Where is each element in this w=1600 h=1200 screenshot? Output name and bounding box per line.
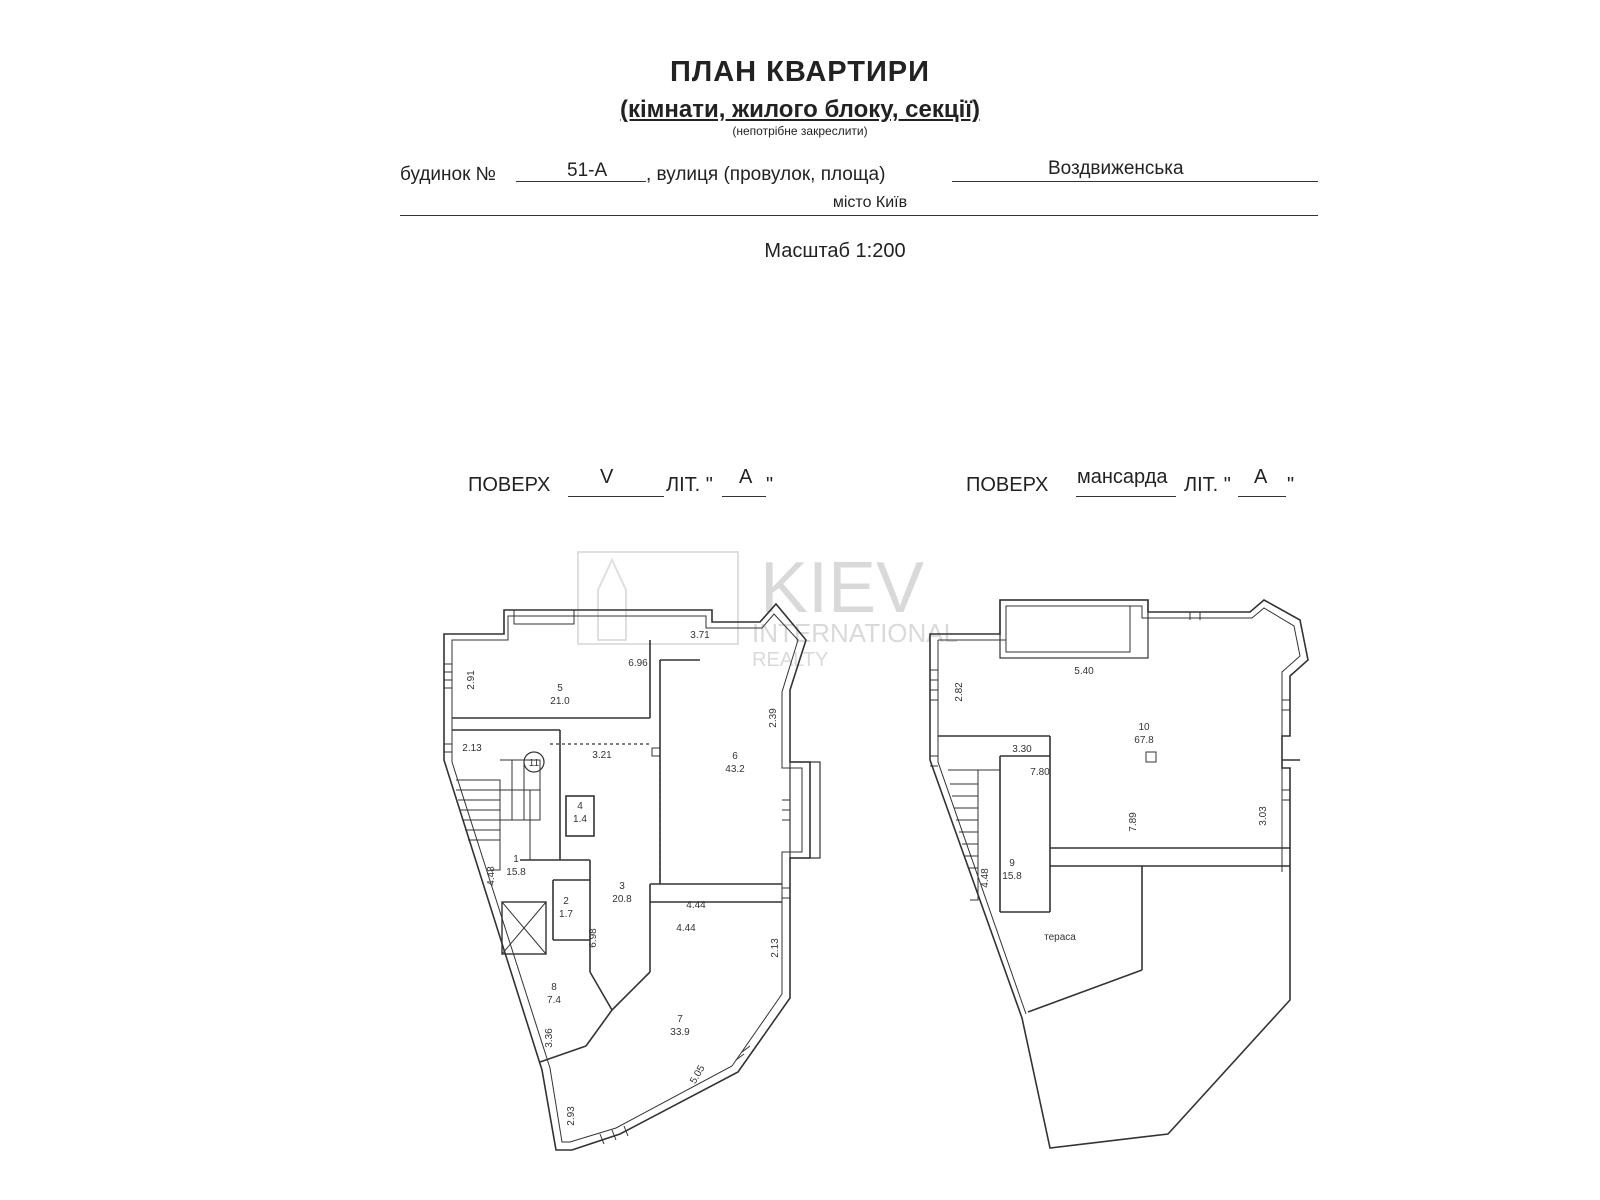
left-outer-wall: [444, 604, 810, 1150]
dim-2-13-a: 2.13: [462, 743, 482, 754]
left-floor-label: ПОВЕРХ: [468, 474, 551, 496]
street-label: , вулиця (провулок, площа): [646, 164, 886, 185]
dim-4-44-a: 4.44: [686, 900, 706, 911]
dim-2-91: 2.91: [466, 670, 477, 690]
dim-2-13-b: 2.13: [770, 938, 781, 958]
dim-2-82: 2.82: [954, 682, 965, 702]
room-5-num: 5: [557, 683, 563, 694]
dim-2-93: 2.93: [566, 1106, 577, 1126]
room-1-num: 1: [513, 854, 519, 865]
room-7-num: 7: [677, 1014, 683, 1025]
dim-6-96: 6.96: [628, 658, 648, 669]
right-lit-value: А: [1254, 466, 1268, 488]
left-outer-wall-inner: [452, 614, 802, 1142]
dim-5-05: 5.05: [688, 1063, 708, 1086]
room-5-area: 21.0: [550, 696, 570, 707]
dim-3-03: 3.03: [1258, 806, 1269, 826]
right-lit-close: ": [1287, 474, 1295, 496]
room-4-area: 1.4: [573, 814, 587, 825]
watermark-frame: [578, 552, 738, 644]
left-plan: [444, 604, 820, 1150]
dim-4-44-b: 4.44: [676, 923, 696, 934]
room-8-area: 7.4: [547, 995, 561, 1006]
room-3-num: 3: [619, 881, 625, 892]
city-name: місто Київ: [832, 194, 908, 211]
room-8-num: 8: [551, 982, 557, 993]
right-floor-value: мансарда: [1077, 466, 1168, 488]
left-lit-label: ЛІТ. ": [666, 474, 713, 496]
dim-5-40: 5.40: [1074, 666, 1094, 677]
room-3-area: 20.8: [612, 894, 632, 905]
room-4-num: 4: [577, 801, 583, 812]
right-stairs: [948, 770, 1000, 900]
left-floor-value: V: [600, 466, 614, 488]
watermark-line2: INTERNATIONAL: [752, 618, 959, 648]
page-title: ПЛАН КВАРТИРИ: [670, 56, 930, 88]
subtitle-text: (кімнати, жилого блоку, секції): [619, 96, 981, 123]
church-icon: [598, 560, 626, 640]
right-floor-label: ПОВЕРХ: [966, 474, 1049, 496]
left-lit-close: ": [766, 474, 774, 496]
room-9-num: 9: [1009, 858, 1015, 869]
dim-3-30: 3.30: [1012, 744, 1032, 755]
left-lit-value: А: [739, 466, 753, 488]
street-name: Воздвиженська: [1048, 158, 1184, 179]
dim-4-48-right: 4.48: [980, 868, 991, 888]
house-number: 51-А: [567, 160, 608, 181]
roof-window: [1000, 600, 1148, 658]
room-9-area: 15.8: [1002, 871, 1022, 882]
room-10-num: 10: [1138, 722, 1150, 733]
house-label: будинок №: [400, 164, 497, 185]
watermark-line3: REALTY: [752, 649, 829, 671]
dim-2-39: 2.39: [768, 708, 779, 728]
dim-7-89: 7.89: [1128, 812, 1139, 832]
room-10-area: 67.8: [1134, 735, 1154, 746]
room-2-area: 1.7: [559, 909, 573, 920]
stair-marker: 11: [528, 758, 540, 769]
left-plan-labels: [462, 630, 781, 1126]
watermark-line1: KIEV: [760, 548, 925, 628]
scale-label: Масштаб 1:200: [764, 240, 906, 262]
dim-6-98: 6.98: [588, 928, 599, 948]
dim-7-80: 7.80: [1030, 767, 1050, 778]
right-plan-labels: [954, 666, 1269, 943]
strike-note: (непотрібне закреслити): [732, 124, 868, 138]
room-7-area: 33.9: [670, 1027, 690, 1038]
terrace-label: тераса: [1044, 932, 1076, 943]
wall-7-left: [612, 972, 650, 1010]
room-6-num: 6: [732, 751, 738, 762]
dim-3-71: 3.71: [690, 630, 710, 641]
dim-3-36: 3.36: [544, 1028, 555, 1048]
room-6-area: 43.2: [725, 764, 745, 775]
dim-3-21: 3.21: [592, 750, 612, 761]
dim-4-48: 4.48: [486, 866, 497, 886]
room-1-area: 15.8: [506, 867, 526, 878]
right-lit-label: ЛІТ. ": [1184, 474, 1231, 496]
room-2-num: 2: [563, 896, 569, 907]
right-outer-wall-inner: [938, 606, 1300, 872]
